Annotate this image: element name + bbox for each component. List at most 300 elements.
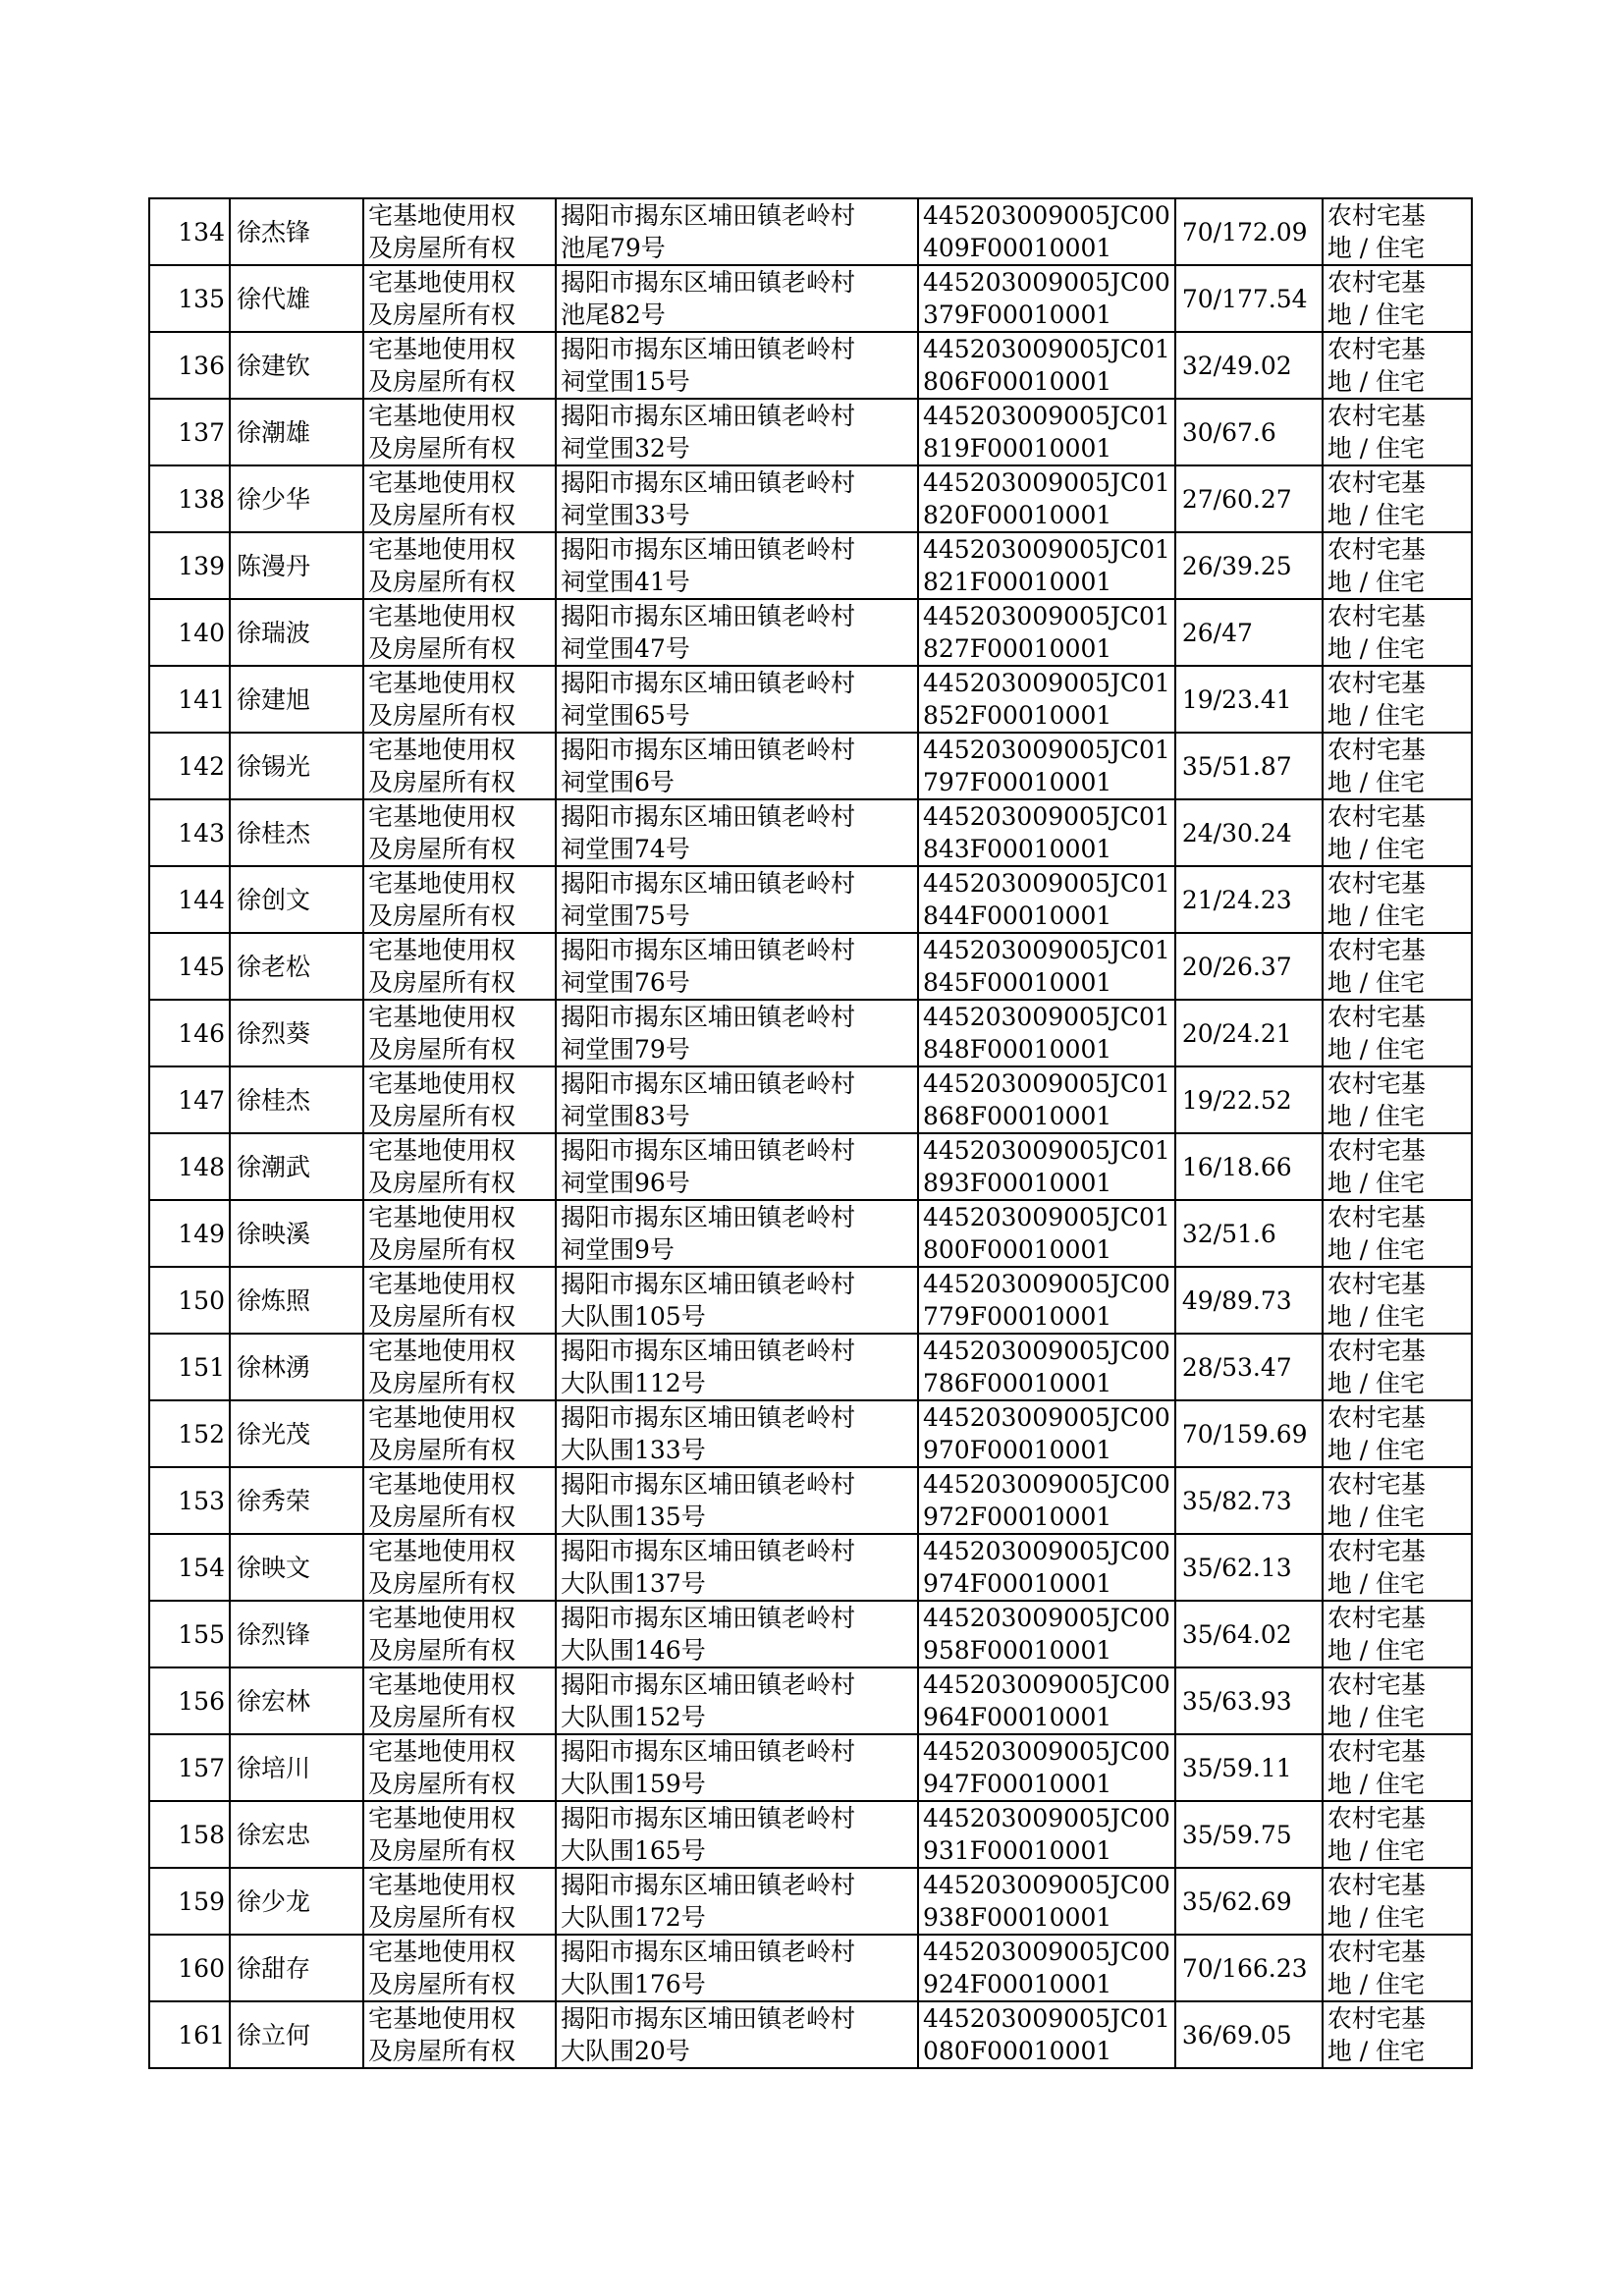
owner-name-cell: 徐立何 <box>230 2001 363 2068</box>
usage-cell-line: 农村宅基 <box>1326 2004 1426 2033</box>
right-type-cell-line: 宅基地使用权 <box>368 402 516 430</box>
unit-code-cell-line: 445203009005JC00 <box>923 1938 1170 1966</box>
usage-cell <box>1323 733 1472 799</box>
unit-code-cell-line: 852F00010001 <box>923 701 1112 730</box>
area-cell: 35/82.73 <box>1175 1467 1323 1534</box>
unit-code-cell-line: 445203009005JC00 <box>923 1337 1170 1365</box>
address-cell-line: 大队围133号 <box>561 1436 706 1464</box>
address-cell-line: 揭阳市揭东区埔田镇老岭村 <box>561 335 856 363</box>
owner-name-cell: 徐炼照 <box>230 1267 363 1334</box>
row-number-cell: 143 <box>149 799 230 866</box>
usage-cell-line: 地 / 住宅 <box>1326 1436 1426 1464</box>
row-number-cell: 134 <box>149 198 230 265</box>
right-type-cell-line: 宅基地使用权 <box>368 1804 516 1832</box>
right-type-cell-line: 及房屋所有权 <box>368 1235 516 1264</box>
table-row <box>149 1066 1472 1133</box>
unit-code-cell <box>918 1601 1175 1667</box>
usage-cell-line: 农村宅基 <box>1326 1403 1426 1432</box>
address-cell <box>556 1200 918 1267</box>
unit-code-cell-line: 821F00010001 <box>923 568 1112 596</box>
usage-cell-line: 地 / 住宅 <box>1326 1770 1426 1798</box>
table-row <box>149 399 1472 465</box>
unit-code-cell-line: 970F00010001 <box>923 1436 1112 1464</box>
unit-code-cell-line: 445203009005JC01 <box>923 2004 1170 2033</box>
area-cell: 35/59.11 <box>1175 1734 1323 1801</box>
right-type-cell-line: 宅基地使用权 <box>368 1871 516 1899</box>
usage-cell <box>1323 332 1472 399</box>
usage-cell <box>1323 1334 1472 1400</box>
right-type-cell-line: 及房屋所有权 <box>368 634 516 663</box>
area-cell: 26/47 <box>1175 599 1323 666</box>
address-cell <box>556 1534 918 1601</box>
usage-cell-line: 地 / 住宅 <box>1326 1369 1426 1397</box>
address-cell-line: 揭阳市揭东区埔田镇老岭村 <box>561 1203 856 1231</box>
unit-code-cell-line: 947F00010001 <box>923 1770 1112 1798</box>
address-cell-line: 揭阳市揭东区埔田镇老岭村 <box>561 869 856 898</box>
row-number-cell: 142 <box>149 733 230 799</box>
row-number-cell: 155 <box>149 1601 230 1667</box>
owner-name-cell: 徐潮武 <box>230 1133 363 1200</box>
address-cell-line: 祠堂围47号 <box>561 634 690 663</box>
right-type-cell <box>363 1734 556 1801</box>
address-cell-line: 揭阳市揭东区埔田镇老岭村 <box>561 268 856 297</box>
unit-code-cell <box>918 866 1175 933</box>
usage-cell-line: 地 / 住宅 <box>1326 768 1426 796</box>
table-row <box>149 1534 1472 1601</box>
address-cell-line: 大队围20号 <box>561 2037 690 2065</box>
row-number-cell: 139 <box>149 532 230 599</box>
usage-cell-line: 地 / 住宅 <box>1326 1102 1426 1130</box>
usage-cell-line: 地 / 住宅 <box>1326 1903 1426 1932</box>
right-type-cell-line: 宅基地使用权 <box>368 1003 516 1031</box>
usage-cell-line: 地 / 住宅 <box>1326 568 1426 596</box>
address-cell <box>556 198 918 265</box>
unit-code-cell-line: 445203009005JC00 <box>923 1604 1170 1632</box>
unit-code-cell-line: 445203009005JC01 <box>923 1069 1170 1098</box>
unit-code-cell <box>918 332 1175 399</box>
unit-code-cell-line: 786F00010001 <box>923 1369 1112 1397</box>
table-row <box>149 1601 1472 1667</box>
right-type-cell <box>363 1400 556 1467</box>
address-cell-line: 揭阳市揭东区埔田镇老岭村 <box>561 1938 856 1966</box>
table-row <box>149 866 1472 933</box>
address-cell-line: 揭阳市揭东区埔田镇老岭村 <box>561 2004 856 2033</box>
unit-code-cell-line: 845F00010001 <box>923 968 1112 997</box>
right-type-cell-line: 及房屋所有权 <box>368 835 516 863</box>
usage-cell-line: 农村宅基 <box>1326 1804 1426 1832</box>
row-number-cell: 161 <box>149 2001 230 2068</box>
unit-code-cell <box>918 1000 1175 1066</box>
address-cell-line: 揭阳市揭东区埔田镇老岭村 <box>561 402 856 430</box>
usage-cell-line: 农村宅基 <box>1326 669 1426 697</box>
address-cell-line: 祠堂围33号 <box>561 501 690 529</box>
usage-cell-line: 农村宅基 <box>1326 201 1426 230</box>
owner-name-cell: 徐林湧 <box>230 1334 363 1400</box>
owner-name-cell: 徐映溪 <box>230 1200 363 1267</box>
address-cell-line: 揭阳市揭东区埔田镇老岭村 <box>561 1670 856 1699</box>
unit-code-cell-line: 806F00010001 <box>923 367 1112 396</box>
unit-code-cell <box>918 1066 1175 1133</box>
address-cell-line: 池尾82号 <box>561 301 666 329</box>
unit-code-cell <box>918 265 1175 332</box>
area-cell: 35/51.87 <box>1175 733 1323 799</box>
unit-code-cell-line: 797F00010001 <box>923 768 1112 796</box>
usage-cell-line: 地 / 住宅 <box>1326 1636 1426 1665</box>
table-row <box>149 1667 1472 1734</box>
unit-code-cell-line: 080F00010001 <box>923 2037 1112 2065</box>
row-number-cell: 151 <box>149 1334 230 1400</box>
table-row <box>149 1734 1472 1801</box>
row-number-cell: 148 <box>149 1133 230 1200</box>
unit-code-cell <box>918 1534 1175 1601</box>
owner-name-cell: 徐潮雄 <box>230 399 363 465</box>
owner-name-cell: 徐映文 <box>230 1534 363 1601</box>
address-cell-line: 揭阳市揭东区埔田镇老岭村 <box>561 1604 856 1632</box>
right-type-cell <box>363 1133 556 1200</box>
right-type-cell <box>363 1601 556 1667</box>
address-cell <box>556 1667 918 1734</box>
right-type-cell-line: 宅基地使用权 <box>368 1537 516 1565</box>
usage-cell <box>1323 1935 1472 2001</box>
right-type-cell-line: 宅基地使用权 <box>368 268 516 297</box>
usage-cell-line: 农村宅基 <box>1326 602 1426 630</box>
usage-cell <box>1323 1267 1472 1334</box>
row-number-cell: 140 <box>149 599 230 666</box>
address-cell-line: 池尾79号 <box>561 234 666 262</box>
usage-cell-line: 农村宅基 <box>1326 1938 1426 1966</box>
table-row <box>149 465 1472 532</box>
unit-code-cell-line: 972F00010001 <box>923 1503 1112 1531</box>
owner-name-cell: 徐少华 <box>230 465 363 532</box>
unit-code-cell-line: 819F00010001 <box>923 434 1112 463</box>
area-cell: 27/60.27 <box>1175 465 1323 532</box>
right-type-cell-line: 宅基地使用权 <box>368 936 516 964</box>
right-type-cell-line: 宅基地使用权 <box>368 1737 516 1766</box>
address-cell-line: 大队围172号 <box>561 1903 706 1932</box>
unit-code-cell <box>918 666 1175 733</box>
usage-cell-line: 农村宅基 <box>1326 1737 1426 1766</box>
address-cell-line: 揭阳市揭东区埔田镇老岭村 <box>561 1136 856 1165</box>
usage-cell <box>1323 465 1472 532</box>
right-type-cell-line: 及房屋所有权 <box>368 301 516 329</box>
row-number-cell: 154 <box>149 1534 230 1601</box>
owner-name-cell: 徐创文 <box>230 866 363 933</box>
unit-code-cell-line: 445203009005JC00 <box>923 1670 1170 1699</box>
area-cell: 19/23.41 <box>1175 666 1323 733</box>
unit-code-cell-line: 931F00010001 <box>923 1836 1112 1865</box>
right-type-cell-line: 及房屋所有权 <box>368 1970 516 1998</box>
right-type-cell-line: 宅基地使用权 <box>368 669 516 697</box>
address-cell-line: 祠堂围75号 <box>561 902 690 930</box>
unit-code-cell-line: 445203009005JC00 <box>923 1537 1170 1565</box>
address-cell <box>556 332 918 399</box>
unit-code-cell-line: 445203009005JC01 <box>923 535 1170 564</box>
usage-cell-line: 农村宅基 <box>1326 535 1426 564</box>
right-type-cell-line: 宅基地使用权 <box>368 335 516 363</box>
row-number-cell: 149 <box>149 1200 230 1267</box>
address-cell <box>556 1935 918 2001</box>
owner-name-cell: 徐建钦 <box>230 332 363 399</box>
table-row <box>149 599 1472 666</box>
unit-code-cell-line: 445203009005JC01 <box>923 802 1170 831</box>
address-cell-line: 祠堂围76号 <box>561 968 690 997</box>
usage-cell-line: 农村宅基 <box>1326 1203 1426 1231</box>
usage-cell <box>1323 933 1472 1000</box>
unit-code-cell <box>918 1267 1175 1334</box>
area-cell: 70/166.23 <box>1175 1935 1323 2001</box>
right-type-cell-line: 及房屋所有权 <box>368 1836 516 1865</box>
right-type-cell-line: 及房屋所有权 <box>368 568 516 596</box>
address-cell <box>556 399 918 465</box>
right-type-cell <box>363 733 556 799</box>
table-row <box>149 1400 1472 1467</box>
owner-name-cell: 徐培川 <box>230 1734 363 1801</box>
table-row <box>149 1133 1472 1200</box>
unit-code-cell <box>918 1334 1175 1400</box>
owner-name-cell: 徐桂杰 <box>230 1066 363 1133</box>
unit-code-cell-line: 893F00010001 <box>923 1169 1112 1197</box>
address-cell-line: 大队围152号 <box>561 1703 706 1731</box>
unit-code-cell-line: 938F00010001 <box>923 1903 1112 1932</box>
right-type-cell <box>363 1801 556 1868</box>
right-type-cell <box>363 933 556 1000</box>
right-type-cell-line: 宅基地使用权 <box>368 201 516 230</box>
right-type-cell-line: 及房屋所有权 <box>368 1770 516 1798</box>
usage-cell-line: 地 / 住宅 <box>1326 1703 1426 1731</box>
row-number-cell: 137 <box>149 399 230 465</box>
row-number-cell: 156 <box>149 1667 230 1734</box>
address-cell-line: 祠堂围65号 <box>561 701 690 730</box>
right-type-cell-line: 及房屋所有权 <box>368 1102 516 1130</box>
area-cell: 20/24.21 <box>1175 1000 1323 1066</box>
unit-code-cell-line: 445203009005JC00 <box>923 268 1170 297</box>
right-type-cell-line: 及房屋所有权 <box>368 902 516 930</box>
area-cell: 32/49.02 <box>1175 332 1323 399</box>
unit-code-cell-line: 379F00010001 <box>923 301 1112 329</box>
right-type-cell-line: 宅基地使用权 <box>368 802 516 831</box>
unit-code-cell-line: 409F00010001 <box>923 234 1112 262</box>
unit-code-cell-line: 868F00010001 <box>923 1102 1112 1130</box>
right-type-cell-line: 宅基地使用权 <box>368 1670 516 1699</box>
address-cell <box>556 1066 918 1133</box>
owner-name-cell: 徐瑞波 <box>230 599 363 666</box>
unit-code-cell-line: 800F00010001 <box>923 1235 1112 1264</box>
address-cell-line: 揭阳市揭东区埔田镇老岭村 <box>561 936 856 964</box>
area-cell: 70/172.09 <box>1175 198 1323 265</box>
usage-cell <box>1323 866 1472 933</box>
right-type-cell <box>363 666 556 733</box>
unit-code-cell <box>918 532 1175 599</box>
usage-cell-line: 地 / 住宅 <box>1326 1970 1426 1998</box>
table-row <box>149 666 1472 733</box>
unit-code-cell-line: 445203009005JC01 <box>923 1136 1170 1165</box>
table-row <box>149 198 1472 265</box>
unit-code-cell-line: 445203009005JC01 <box>923 736 1170 764</box>
owner-name-cell: 徐桂杰 <box>230 799 363 866</box>
usage-cell-line: 地 / 住宅 <box>1326 434 1426 463</box>
table-row <box>149 933 1472 1000</box>
usage-cell-line: 农村宅基 <box>1326 1069 1426 1098</box>
usage-cell-line: 农村宅基 <box>1326 1470 1426 1499</box>
address-cell <box>556 1000 918 1066</box>
unit-code-cell-line: 445203009005JC01 <box>923 468 1170 497</box>
right-type-cell-line: 及房屋所有权 <box>368 968 516 997</box>
usage-cell-line: 地 / 住宅 <box>1326 1503 1426 1531</box>
right-type-cell-line: 及房屋所有权 <box>368 434 516 463</box>
usage-cell <box>1323 1667 1472 1734</box>
owner-name-cell: 徐光茂 <box>230 1400 363 1467</box>
usage-cell <box>1323 532 1472 599</box>
right-type-cell-line: 宅基地使用权 <box>368 1069 516 1098</box>
address-cell-line: 揭阳市揭东区埔田镇老岭村 <box>561 1403 856 1432</box>
usage-cell-line: 农村宅基 <box>1326 1270 1426 1298</box>
right-type-cell-line: 及房屋所有权 <box>368 1903 516 1932</box>
unit-code-cell-line: 445203009005JC01 <box>923 1003 1170 1031</box>
unit-code-cell-line: 848F00010001 <box>923 1035 1112 1064</box>
address-cell-line: 大队围105号 <box>561 1302 706 1331</box>
usage-cell-line: 地 / 住宅 <box>1326 835 1426 863</box>
unit-code-cell-line: 445203009005JC00 <box>923 1804 1170 1832</box>
unit-code-cell-line: 445203009005JC01 <box>923 1203 1170 1231</box>
address-cell-line: 大队围165号 <box>561 1836 706 1865</box>
table-row <box>149 733 1472 799</box>
row-number-cell: 158 <box>149 1801 230 1868</box>
address-cell-line: 揭阳市揭东区埔田镇老岭村 <box>561 1337 856 1365</box>
unit-code-cell-line: 964F00010001 <box>923 1703 1112 1731</box>
owner-name-cell: 徐杰锋 <box>230 198 363 265</box>
right-type-cell-line: 及房屋所有权 <box>368 234 516 262</box>
usage-cell-line: 农村宅基 <box>1326 1136 1426 1165</box>
address-cell-line: 祠堂围32号 <box>561 434 690 463</box>
usage-cell-line: 地 / 住宅 <box>1326 501 1426 529</box>
unit-code-cell <box>918 1467 1175 1534</box>
unit-code-cell <box>918 1133 1175 1200</box>
address-cell-line: 揭阳市揭东区埔田镇老岭村 <box>561 1871 856 1899</box>
unit-code-cell-line: 924F00010001 <box>923 1970 1112 1998</box>
row-number-cell: 135 <box>149 265 230 332</box>
address-cell-line: 祠堂围41号 <box>561 568 690 596</box>
row-number-cell: 138 <box>149 465 230 532</box>
address-cell <box>556 1868 918 1935</box>
unit-code-cell-line: 445203009005JC00 <box>923 1737 1170 1766</box>
usage-cell-line: 农村宅基 <box>1326 1670 1426 1699</box>
area-cell: 20/26.37 <box>1175 933 1323 1000</box>
usage-cell <box>1323 1000 1472 1066</box>
usage-cell <box>1323 1601 1472 1667</box>
unit-code-cell <box>918 2001 1175 2068</box>
right-type-cell-line: 及房屋所有权 <box>368 1035 516 1064</box>
usage-cell-line: 农村宅基 <box>1326 335 1426 363</box>
unit-code-cell <box>918 1200 1175 1267</box>
right-type-cell-line: 及房屋所有权 <box>368 1369 516 1397</box>
address-cell <box>556 265 918 332</box>
right-type-cell-line: 宅基地使用权 <box>368 1938 516 1966</box>
table-row <box>149 332 1472 399</box>
right-type-cell <box>363 2001 556 2068</box>
right-type-cell <box>363 532 556 599</box>
area-cell: 35/59.75 <box>1175 1801 1323 1868</box>
owner-name-cell: 徐烈葵 <box>230 1000 363 1066</box>
right-type-cell-line: 宅基地使用权 <box>368 1136 516 1165</box>
row-number-cell: 157 <box>149 1734 230 1801</box>
address-cell-line: 揭阳市揭东区埔田镇老岭村 <box>561 1537 856 1565</box>
area-cell: 19/22.52 <box>1175 1066 1323 1133</box>
area-cell: 49/89.73 <box>1175 1267 1323 1334</box>
address-cell <box>556 1334 918 1400</box>
unit-code-cell-line: 445203009005JC01 <box>923 335 1170 363</box>
right-type-cell-line: 宅基地使用权 <box>368 736 516 764</box>
address-cell-line: 揭阳市揭东区埔田镇老岭村 <box>561 201 856 230</box>
unit-code-cell-line: 445203009005JC00 <box>923 1270 1170 1298</box>
right-type-cell-line: 及房屋所有权 <box>368 2037 516 2065</box>
table-row <box>149 1267 1472 1334</box>
usage-cell-line: 地 / 住宅 <box>1326 1235 1426 1264</box>
right-type-cell <box>363 1066 556 1133</box>
address-cell-line: 祠堂围15号 <box>561 367 690 396</box>
address-cell-line: 揭阳市揭东区埔田镇老岭村 <box>561 602 856 630</box>
address-cell-line: 揭阳市揭东区埔田镇老岭村 <box>561 468 856 497</box>
table-row <box>149 799 1472 866</box>
right-type-cell-line: 及房屋所有权 <box>368 768 516 796</box>
right-type-cell <box>363 1267 556 1334</box>
address-cell-line: 大队围159号 <box>561 1770 706 1798</box>
address-cell <box>556 599 918 666</box>
unit-code-cell-line: 445203009005JC00 <box>923 201 1170 230</box>
right-type-cell <box>363 1534 556 1601</box>
usage-cell <box>1323 799 1472 866</box>
unit-code-cell-line: 820F00010001 <box>923 501 1112 529</box>
right-type-cell-line: 宅基地使用权 <box>368 1270 516 1298</box>
right-type-cell <box>363 1935 556 2001</box>
unit-code-cell-line: 445203009005JC00 <box>923 1403 1170 1432</box>
usage-cell-line: 农村宅基 <box>1326 1604 1426 1632</box>
address-cell <box>556 1734 918 1801</box>
address-cell-line: 揭阳市揭东区埔田镇老岭村 <box>561 1003 856 1031</box>
right-type-cell-line: 宅基地使用权 <box>368 869 516 898</box>
unit-code-cell-line: 974F00010001 <box>923 1569 1112 1598</box>
usage-cell-line: 地 / 住宅 <box>1326 1569 1426 1598</box>
usage-cell-line: 农村宅基 <box>1326 936 1426 964</box>
area-cell: 70/177.54 <box>1175 265 1323 332</box>
row-number-cell: 160 <box>149 1935 230 2001</box>
right-type-cell <box>363 599 556 666</box>
right-type-cell <box>363 1334 556 1400</box>
row-number-cell: 152 <box>149 1400 230 1467</box>
right-type-cell <box>363 866 556 933</box>
unit-code-cell <box>918 1801 1175 1868</box>
owner-name-cell: 徐秀荣 <box>230 1467 363 1534</box>
address-cell-line: 揭阳市揭东区埔田镇老岭村 <box>561 1737 856 1766</box>
table-row <box>149 1868 1472 1935</box>
owner-name-cell: 徐老松 <box>230 933 363 1000</box>
usage-cell <box>1323 1534 1472 1601</box>
right-type-cell-line: 及房屋所有权 <box>368 1169 516 1197</box>
usage-cell <box>1323 1868 1472 1935</box>
unit-code-cell <box>918 799 1175 866</box>
table-row <box>149 1000 1472 1066</box>
usage-cell <box>1323 2001 1472 2068</box>
right-type-cell-line: 及房屋所有权 <box>368 701 516 730</box>
property-rights-table <box>148 197 1473 2069</box>
usage-cell <box>1323 1467 1472 1534</box>
usage-cell-line: 地 / 住宅 <box>1326 701 1426 730</box>
row-number-cell: 159 <box>149 1868 230 1935</box>
unit-code-cell <box>918 1667 1175 1734</box>
unit-code-cell-line: 445203009005JC01 <box>923 602 1170 630</box>
right-type-cell <box>363 1000 556 1066</box>
address-cell-line: 祠堂围74号 <box>561 835 690 863</box>
address-cell-line: 大队围146号 <box>561 1636 706 1665</box>
